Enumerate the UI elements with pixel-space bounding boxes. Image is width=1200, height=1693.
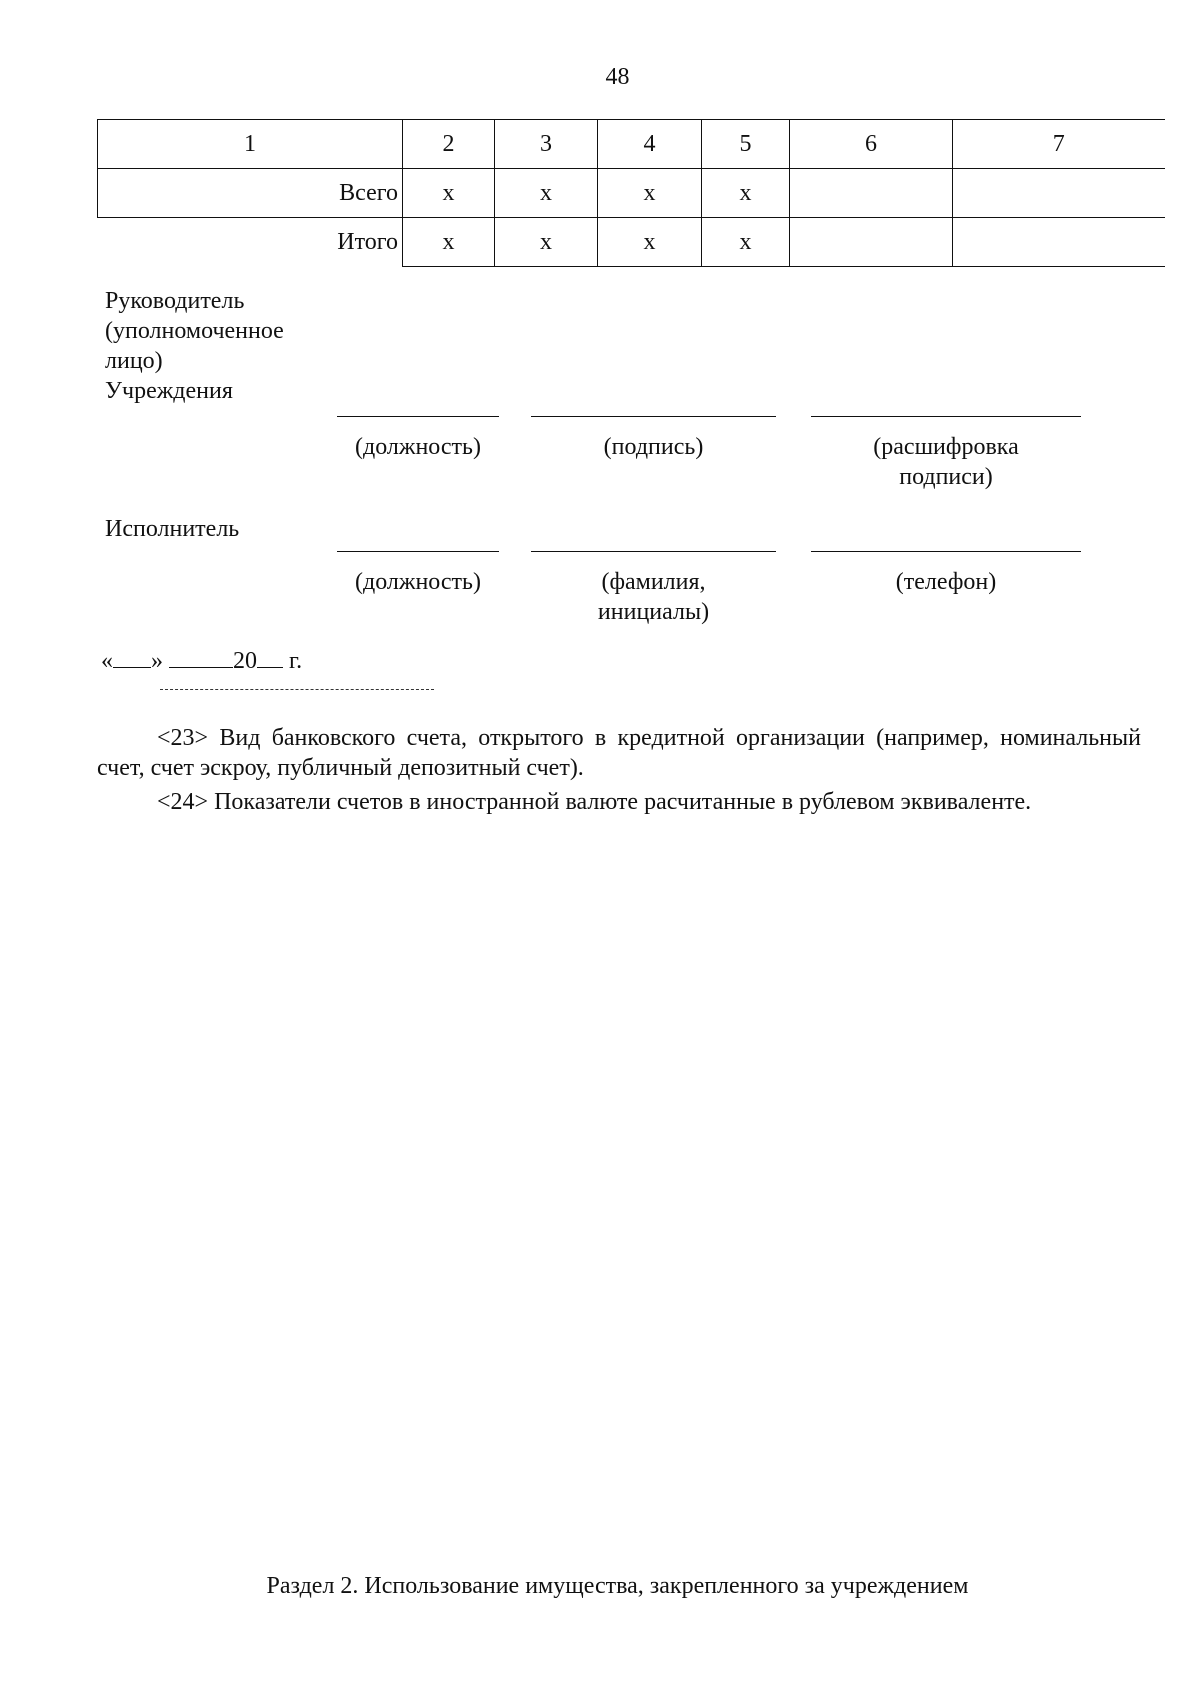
executor-name-line	[531, 551, 776, 552]
year-suffix: г.	[289, 648, 303, 674]
table-cell	[790, 169, 953, 218]
table-cell	[790, 218, 953, 267]
header-cell-3: 3	[495, 120, 598, 169]
head-name-line	[811, 416, 1081, 417]
executor-position-line	[337, 551, 499, 552]
executor-name-caption: (фамилия, инициалы)	[597, 569, 710, 625]
head-name-caption: (расшифровка подписи)	[873, 434, 1019, 490]
executor-phone-line	[811, 551, 1081, 552]
head-signature-caption: (подпись)	[603, 434, 704, 460]
table-cell: х	[702, 169, 790, 218]
executor-position-caption: (должность)	[355, 569, 481, 595]
table-cell: х	[598, 169, 702, 218]
section-title: Раздел 2. Использование имущества, закрепленного за учреждением	[266, 1573, 969, 1599]
day-blank	[113, 645, 151, 668]
table-cell: х	[495, 169, 598, 218]
executor-phone-caption: (телефон)	[895, 569, 997, 595]
page-number: 48	[605, 64, 630, 90]
table-cell: х	[702, 218, 790, 267]
date-close-quote: »	[151, 648, 163, 674]
table-cell: х	[495, 218, 598, 267]
header-cell-7: 7	[953, 120, 1165, 169]
head-position-line	[337, 416, 499, 417]
table-cell: х	[598, 218, 702, 267]
footnote-23: <23> Вид банковского счета, открытого в кредитной организации (например, номинальный счет, счет эскроу, публичный депозитный счет).	[97, 725, 1141, 781]
row-label-grand-total: Итого	[98, 218, 403, 267]
footnote-24: <24> Показатели счетов в иностранной валюте расчитанные в рублевом эквиваленте.	[157, 789, 1032, 815]
year-blank	[257, 645, 283, 668]
footnote-separator	[160, 689, 434, 690]
header-cell-2: 2	[403, 120, 495, 169]
date-open-quote: «	[101, 648, 113, 674]
report-table	[97, 119, 1165, 267]
head-signature-line	[531, 416, 776, 417]
table-cell: х	[403, 218, 495, 267]
head-label: Руководитель (уполномоченное лицо) Учреждения	[105, 288, 284, 404]
row-label-total: Всего	[98, 169, 403, 218]
head-position-caption: (должность)	[355, 434, 481, 460]
table-cell	[953, 169, 1165, 218]
header-cell-6: 6	[790, 120, 953, 169]
table-cell	[953, 218, 1165, 267]
header-cell-1: 1	[98, 120, 403, 169]
date-line	[101, 645, 302, 675]
table-header-row	[98, 120, 1165, 169]
year-prefix: 20	[233, 648, 257, 674]
executor-label: Исполнитель	[105, 516, 240, 542]
table-cell: х	[403, 169, 495, 218]
header-cell-5: 5	[702, 120, 790, 169]
table-row-grand-total	[98, 218, 1165, 267]
table-row-total	[98, 169, 1165, 218]
header-cell-4: 4	[598, 120, 702, 169]
month-blank	[169, 645, 233, 668]
